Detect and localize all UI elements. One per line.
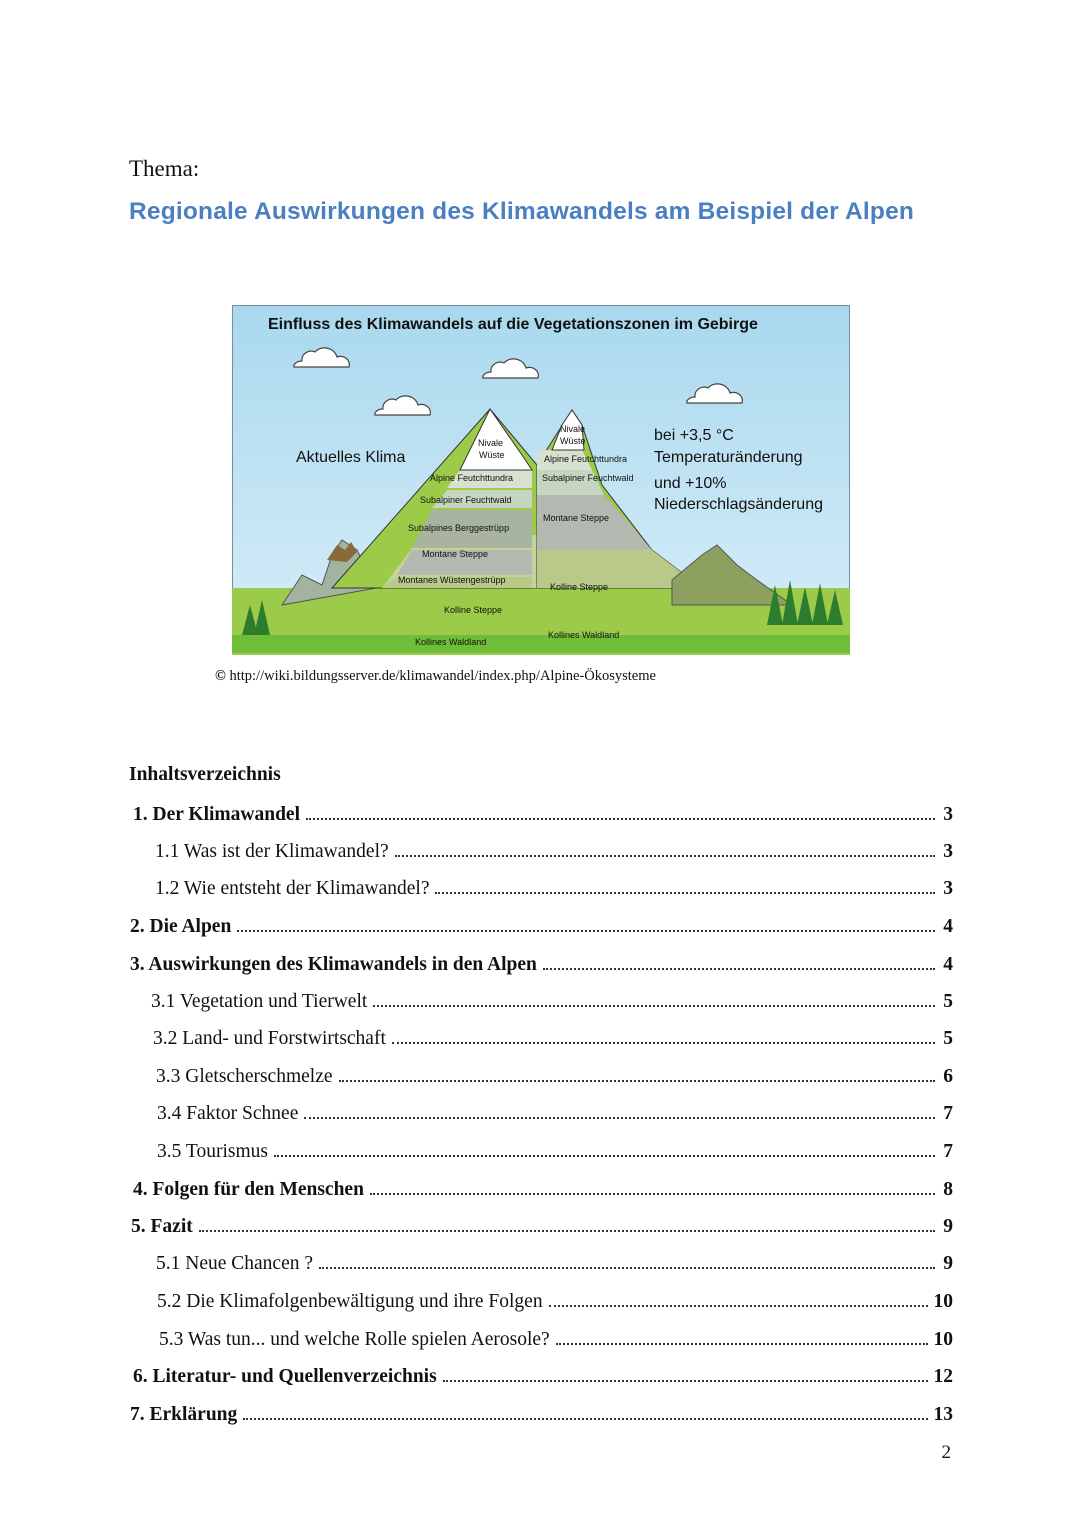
toc-entry-page: 7 <box>943 1103 953 1124</box>
toc-entry-text: 5.3 Was tun... und welche Rolle spielen Aerosole? <box>159 1329 550 1350</box>
zone-label: Kolline Steppe <box>444 605 503 615</box>
toc-entry[interactable] <box>156 1249 953 1275</box>
toc-entry[interactable] <box>155 837 953 863</box>
toc-entry-page: 9 <box>943 1253 953 1274</box>
zone-label: Alpine Feutchttundra <box>430 473 514 483</box>
scenario-line: Temperaturänderung <box>654 449 803 466</box>
zone-label: Nivale <box>560 424 586 434</box>
toc-entry-text: 3.3 Gletscherschmelze <box>156 1066 333 1087</box>
toc-entry[interactable] <box>157 1099 953 1125</box>
toc-entry-text: 3.5 Tourismus <box>157 1141 268 1162</box>
toc-entry-text: 3.4 Faktor Schnee <box>157 1103 299 1124</box>
vegetation-zones-figure <box>232 305 850 655</box>
toc-entry-page: 10 <box>933 1291 953 1312</box>
toc-entry[interactable] <box>133 800 953 826</box>
zone-label: Subalpines Berggestrüpp <box>408 523 510 533</box>
toc-entry-page: 12 <box>933 1366 953 1387</box>
figure-credit <box>215 668 656 685</box>
toc-entry[interactable] <box>157 1287 953 1313</box>
toc-entry[interactable] <box>133 1362 953 1388</box>
page-number: 2 <box>941 1442 951 1463</box>
toc-entry-page: 5 <box>943 991 953 1012</box>
zone-label: Montane Steppe <box>543 513 610 523</box>
zone-label: Alpine Feutchttundra <box>544 454 628 464</box>
toc-entry[interactable] <box>156 1062 953 1088</box>
zone-label: Kollines Waldland <box>548 630 620 640</box>
zone-label: Kollines Waldland <box>415 637 487 647</box>
toc-entry-page: 6 <box>943 1066 953 1087</box>
toc-entry[interactable] <box>130 912 953 938</box>
current-climate-label: Aktuelles Klima <box>296 449 406 466</box>
toc-entry[interactable] <box>133 1175 953 1201</box>
toc-entry[interactable] <box>131 1212 953 1238</box>
toc-entry-text: 1.2 Wie entsteht der Klimawandel? <box>155 878 430 899</box>
figure-title: Einfluss des Klimawandels auf die Vegetationszonen im Gebirge <box>268 316 758 333</box>
thema-label: Thema: <box>129 156 200 181</box>
toc-entry-text: 1. Der Klimawandel <box>133 804 301 825</box>
toc-entry[interactable] <box>130 950 953 976</box>
zone-label: Subalpiner Feuchtwald <box>420 495 512 505</box>
toc-entry-text: 5.1 Neue Chancen ? <box>156 1253 314 1274</box>
toc-entry-text: 5. Fazit <box>131 1216 193 1237</box>
toc-entry-page: 3 <box>943 804 953 825</box>
toc-entry-page: 10 <box>933 1329 953 1350</box>
ground-band <box>232 635 850 653</box>
toc-entry[interactable] <box>159 1325 953 1351</box>
scenario-line: Niederschlagsänderung <box>654 496 823 513</box>
toc-entry-page: 8 <box>943 1179 953 1200</box>
zone-label: Kolline Steppe <box>550 582 609 592</box>
copyright-symbol: © <box>215 668 226 684</box>
toc-entry-text: 2. Die Alpen <box>130 916 232 937</box>
toc-entry[interactable] <box>153 1024 953 1050</box>
toc-entry[interactable] <box>151 987 953 1013</box>
toc-entry-text: 3.1 Vegetation und Tierwelt <box>151 991 368 1012</box>
toc-heading: Inhaltsverzeichnis <box>129 764 281 785</box>
zone-label: Montane Steppe <box>422 549 489 559</box>
scenario-line: bei +3,5 °C <box>654 427 734 444</box>
toc-entry-page: 4 <box>943 916 953 937</box>
zone-label: Subalpiner Feuchtwald <box>542 473 634 483</box>
toc-entry[interactable] <box>130 1400 953 1426</box>
toc-entry-text: 5.2 Die Klimafolgenbewältigung und ihre Folgen <box>157 1291 543 1312</box>
toc-entry-text: 4. Folgen für den Menschen <box>133 1179 364 1200</box>
toc-entry-page: 5 <box>943 1028 953 1049</box>
zone-label: Wüste <box>479 450 505 460</box>
toc-entry-text: 1.1 Was ist der Klimawandel? <box>155 841 389 862</box>
toc-entry-page: 13 <box>933 1404 953 1425</box>
toc-entry-page: 4 <box>943 954 953 975</box>
scenario-line: und +10% <box>654 475 727 492</box>
toc-entry-text: 6. Literatur- und Quellenverzeichnis <box>133 1366 437 1387</box>
toc-entry-text: 7. Erklärung <box>130 1404 238 1425</box>
toc-entry-page: 3 <box>943 878 953 899</box>
toc-entry[interactable] <box>157 1137 953 1163</box>
zone-label: Wüste <box>560 436 586 446</box>
zone-label: Nivale <box>478 438 504 448</box>
toc-entry-page: 7 <box>943 1141 953 1162</box>
credit-url: http://wiki.bildungsserver.de/klimawandel/index.php/Alpine-Ökosysteme <box>229 668 656 684</box>
vegetation-diagram <box>232 305 850 655</box>
toc-entry-text: 3.2 Land- und Forstwirtschaft <box>153 1028 386 1049</box>
toc-entry-text: 3. Auswirkungen des Klimawandels in den Alpen <box>130 954 537 975</box>
toc-entry-page: 3 <box>943 841 953 862</box>
toc-entry-page: 9 <box>943 1216 953 1237</box>
page-title: Regionale Auswirkungen des Klimawandels am Beispiel der Alpen <box>129 198 915 225</box>
toc-entry[interactable] <box>155 874 953 900</box>
zone-label: Montanes Wüstengestrüpp <box>398 575 506 585</box>
